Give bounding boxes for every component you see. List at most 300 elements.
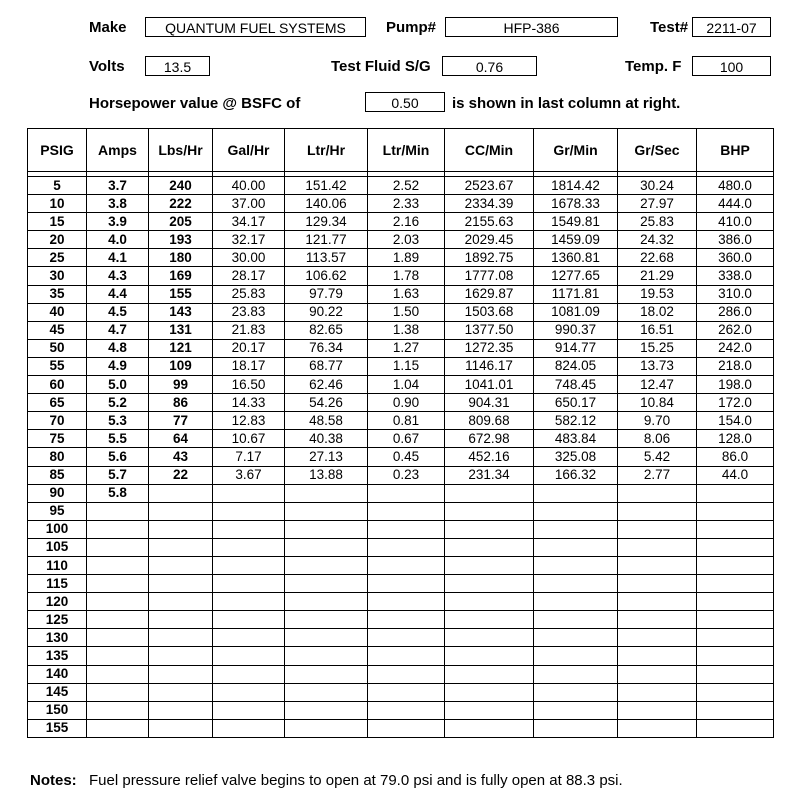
table-cell — [445, 538, 534, 556]
table-cell: 1.50 — [368, 303, 445, 321]
table-cell: 15.25 — [618, 339, 697, 357]
table-cell: 143 — [149, 303, 213, 321]
table-cell — [697, 502, 774, 520]
table-cell: 3.8 — [87, 195, 149, 213]
table-cell: 222 — [149, 195, 213, 213]
table-cell — [285, 556, 368, 574]
table-cell — [534, 629, 618, 647]
table-cell: 23.83 — [213, 303, 285, 321]
table-cell — [697, 647, 774, 665]
table-cell: 1814.42 — [534, 177, 618, 195]
table-cell: 155 — [28, 719, 87, 737]
table-cell — [368, 556, 445, 574]
table-cell: 129.34 — [285, 213, 368, 231]
table-cell — [285, 593, 368, 611]
table-cell — [445, 719, 534, 737]
table-cell — [149, 719, 213, 737]
table-row — [28, 213, 774, 231]
table-cell — [697, 520, 774, 538]
table-cell: 4.7 — [87, 321, 149, 339]
table-cell: 172.0 — [697, 394, 774, 412]
table-row — [28, 357, 774, 375]
table-cell — [368, 701, 445, 719]
table-cell — [368, 484, 445, 502]
table-cell: 48.58 — [285, 412, 368, 430]
table-cell: 1.04 — [368, 376, 445, 394]
table-cell: 748.45 — [534, 376, 618, 394]
table-cell — [213, 575, 285, 593]
table-cell: 62.46 — [285, 376, 368, 394]
table-cell: 2.77 — [618, 466, 697, 484]
table-cell: 82.65 — [285, 321, 368, 339]
table-cell: 1.38 — [368, 321, 445, 339]
table-cell: 1629.87 — [445, 285, 534, 303]
table-cell — [87, 538, 149, 556]
table-cell — [149, 556, 213, 574]
table-cell: 64 — [149, 430, 213, 448]
table-cell — [445, 575, 534, 593]
table-cell — [697, 629, 774, 647]
table-row — [28, 177, 774, 195]
table-row — [28, 321, 774, 339]
column-header-gal-hr: Gal/Hr — [213, 129, 285, 172]
table-cell: 151.42 — [285, 177, 368, 195]
table-cell — [87, 647, 149, 665]
table-cell: 1549.81 — [534, 213, 618, 231]
table-cell: 5.7 — [87, 466, 149, 484]
table-cell — [149, 611, 213, 629]
table-cell — [368, 611, 445, 629]
table-cell: 90 — [28, 484, 87, 502]
table-cell: 28.17 — [213, 267, 285, 285]
table-cell — [368, 629, 445, 647]
table-cell: 286.0 — [697, 303, 774, 321]
table-cell: 110 — [28, 556, 87, 574]
column-header-ltr-hr: Ltr/Hr — [285, 129, 368, 172]
make-label: Make — [89, 19, 127, 36]
pump-label: Pump# — [386, 19, 437, 36]
table-cell — [697, 593, 774, 611]
table-cell — [697, 665, 774, 683]
table-cell: 2.52 — [368, 177, 445, 195]
table-cell — [618, 665, 697, 683]
table-cell: 77 — [149, 412, 213, 430]
table-cell: 1.15 — [368, 357, 445, 375]
table-cell: 20 — [28, 231, 87, 249]
table-cell — [618, 647, 697, 665]
table-cell — [213, 683, 285, 701]
table-cell: 444.0 — [697, 195, 774, 213]
table-cell — [213, 502, 285, 520]
table-cell: 1459.09 — [534, 231, 618, 249]
table-cell — [697, 611, 774, 629]
table-cell: 386.0 — [697, 231, 774, 249]
table-cell: 166.32 — [534, 466, 618, 484]
table-cell: 121.77 — [285, 231, 368, 249]
table-cell: 4.5 — [87, 303, 149, 321]
table-cell: 25 — [28, 249, 87, 267]
table-cell: 15 — [28, 213, 87, 231]
table-cell — [618, 520, 697, 538]
table-cell: 0.23 — [368, 466, 445, 484]
table-cell: 97.79 — [285, 285, 368, 303]
table-cell: 240 — [149, 177, 213, 195]
column-header-ltr-min: Ltr/Min — [368, 129, 445, 172]
table-cell: 410.0 — [697, 213, 774, 231]
table-cell — [618, 484, 697, 502]
table-cell — [213, 484, 285, 502]
table-cell — [697, 538, 774, 556]
table-cell: 1.89 — [368, 249, 445, 267]
table-cell: 45 — [28, 321, 87, 339]
horsepower-label: Horsepower value @ BSFC of — [89, 95, 301, 112]
table-cell: 3.7 — [87, 177, 149, 195]
table-cell: 3.9 — [87, 213, 149, 231]
table-cell: 121 — [149, 339, 213, 357]
table-cell: 40.38 — [285, 430, 368, 448]
table-row — [28, 647, 774, 665]
table-cell: 13.88 — [285, 466, 368, 484]
temp-label: Temp. F — [625, 58, 682, 75]
table-cell: 1377.50 — [445, 321, 534, 339]
table-cell: 7.17 — [213, 448, 285, 466]
table-cell — [445, 629, 534, 647]
table-cell — [285, 484, 368, 502]
table-cell: 18.02 — [618, 303, 697, 321]
table-cell: 76.34 — [285, 339, 368, 357]
table-cell: 35 — [28, 285, 87, 303]
table-cell — [285, 647, 368, 665]
table-row — [28, 701, 774, 719]
table-cell — [149, 575, 213, 593]
table-cell — [534, 647, 618, 665]
test-label: Test# — [650, 19, 689, 36]
table-cell — [534, 665, 618, 683]
table-cell — [285, 520, 368, 538]
table-cell — [87, 593, 149, 611]
table-cell: 1.27 — [368, 339, 445, 357]
table-cell: 990.37 — [534, 321, 618, 339]
table-cell — [285, 683, 368, 701]
table-cell: 169 — [149, 267, 213, 285]
table-cell — [285, 611, 368, 629]
table-cell — [534, 556, 618, 574]
table-cell — [213, 629, 285, 647]
table-row — [28, 376, 774, 394]
table-cell: 480.0 — [697, 177, 774, 195]
table-cell — [697, 719, 774, 737]
table-cell — [534, 593, 618, 611]
table-cell: 16.50 — [213, 376, 285, 394]
table-cell: 109 — [149, 357, 213, 375]
table-cell: 150 — [28, 701, 87, 719]
table-row — [28, 593, 774, 611]
table-cell — [87, 665, 149, 683]
column-header-gr-min: Gr/Min — [534, 129, 618, 172]
table-cell: 25.83 — [618, 213, 697, 231]
test-fluid-field: 0.76 — [442, 56, 537, 76]
table-cell: 809.68 — [445, 412, 534, 430]
table-cell — [618, 629, 697, 647]
table-cell: 10.67 — [213, 430, 285, 448]
table-row — [28, 195, 774, 213]
table-cell: 0.45 — [368, 448, 445, 466]
table-cell: 21.29 — [618, 267, 697, 285]
table-cell: 50 — [28, 339, 87, 357]
table-cell: 1.63 — [368, 285, 445, 303]
table-cell — [149, 701, 213, 719]
table-cell — [368, 502, 445, 520]
table-cell: 360.0 — [697, 249, 774, 267]
column-header-gr-sec: Gr/Sec — [618, 129, 697, 172]
table-cell: 5.3 — [87, 412, 149, 430]
table-row — [28, 629, 774, 647]
table-cell: 650.17 — [534, 394, 618, 412]
column-header-psig: PSIG — [28, 129, 87, 172]
table-cell: 9.70 — [618, 412, 697, 430]
table-cell — [285, 538, 368, 556]
table-row — [28, 665, 774, 683]
table-cell — [368, 575, 445, 593]
table-cell: 5.5 — [87, 430, 149, 448]
table-cell: 22.68 — [618, 249, 697, 267]
table-cell: 86.0 — [697, 448, 774, 466]
table-cell: 40 — [28, 303, 87, 321]
table-cell: 30.24 — [618, 177, 697, 195]
table-cell — [87, 611, 149, 629]
table-row — [28, 683, 774, 701]
table-cell: 325.08 — [534, 448, 618, 466]
table-cell — [534, 683, 618, 701]
table-cell — [213, 520, 285, 538]
table-cell: 80 — [28, 448, 87, 466]
table-cell — [87, 701, 149, 719]
table-cell: 70 — [28, 412, 87, 430]
table-cell: 5.6 — [87, 448, 149, 466]
table-cell: 2.03 — [368, 231, 445, 249]
table-cell: 18.17 — [213, 357, 285, 375]
table-cell: 10.84 — [618, 394, 697, 412]
notes-label: Notes: — [30, 772, 77, 789]
volts-label: Volts — [89, 58, 125, 75]
table-cell: 106.62 — [285, 267, 368, 285]
table-cell: 2334.39 — [445, 195, 534, 213]
table-cell — [445, 647, 534, 665]
table-cell: 1678.33 — [534, 195, 618, 213]
column-header-bhp: BHP — [697, 129, 774, 172]
table-cell: 1146.17 — [445, 357, 534, 375]
table-cell: 0.67 — [368, 430, 445, 448]
test-field: 2211-07 — [692, 17, 771, 37]
table-row — [28, 249, 774, 267]
table-cell — [149, 629, 213, 647]
table-cell — [618, 556, 697, 574]
table-cell: 131 — [149, 321, 213, 339]
table-cell: 113.57 — [285, 249, 368, 267]
table-cell — [534, 484, 618, 502]
table-cell — [618, 683, 697, 701]
table-cell: 1041.01 — [445, 376, 534, 394]
table-cell — [618, 502, 697, 520]
table-cell — [618, 719, 697, 737]
table-cell — [213, 701, 285, 719]
table-cell — [534, 611, 618, 629]
table-cell — [149, 520, 213, 538]
table-cell: 4.1 — [87, 249, 149, 267]
table-cell: 8.06 — [618, 430, 697, 448]
table-row — [28, 538, 774, 556]
table-cell: 1.78 — [368, 267, 445, 285]
table-cell — [87, 683, 149, 701]
table-cell: 824.05 — [534, 357, 618, 375]
table-row — [28, 394, 774, 412]
table-cell: 100 — [28, 520, 87, 538]
table-cell — [213, 719, 285, 737]
table-cell — [87, 502, 149, 520]
table-cell: 95 — [28, 502, 87, 520]
table-cell — [285, 719, 368, 737]
table-cell — [285, 665, 368, 683]
table-cell: 85 — [28, 466, 87, 484]
table-cell: 145 — [28, 683, 87, 701]
table-row — [28, 611, 774, 629]
table-cell: 125 — [28, 611, 87, 629]
table-cell — [149, 665, 213, 683]
table-cell: 483.84 — [534, 430, 618, 448]
table-cell — [534, 520, 618, 538]
volts-field: 13.5 — [145, 56, 210, 76]
table-cell: 115 — [28, 575, 87, 593]
table-header-row — [28, 129, 774, 172]
table-cell: 1892.75 — [445, 249, 534, 267]
table-cell — [368, 520, 445, 538]
table-cell: 205 — [149, 213, 213, 231]
table-cell — [445, 683, 534, 701]
table-cell — [697, 484, 774, 502]
table-row — [28, 412, 774, 430]
table-cell: 90.22 — [285, 303, 368, 321]
table-cell: 32.17 — [213, 231, 285, 249]
test-fluid-label: Test Fluid S/G — [331, 58, 431, 75]
table-cell — [87, 719, 149, 737]
table-cell — [87, 575, 149, 593]
table-cell: 154.0 — [697, 412, 774, 430]
table-cell: 128.0 — [697, 430, 774, 448]
table-cell: 43 — [149, 448, 213, 466]
table-row — [28, 466, 774, 484]
table-cell: 218.0 — [697, 357, 774, 375]
table-cell — [534, 575, 618, 593]
table-cell: 55 — [28, 357, 87, 375]
table-cell — [445, 611, 534, 629]
table-cell — [213, 556, 285, 574]
fuel-flow-table — [27, 128, 774, 738]
table-row — [28, 339, 774, 357]
table-cell — [618, 611, 697, 629]
table-cell: 2523.67 — [445, 177, 534, 195]
table-cell: 25.83 — [213, 285, 285, 303]
table-cell — [618, 701, 697, 719]
table-cell — [445, 556, 534, 574]
table-cell — [285, 502, 368, 520]
bsfc-field: 0.50 — [365, 92, 445, 112]
table-cell: 1277.65 — [534, 267, 618, 285]
table-cell: 40.00 — [213, 177, 285, 195]
pump-field: HFP-386 — [445, 17, 618, 37]
table-cell: 12.83 — [213, 412, 285, 430]
table-cell: 10 — [28, 195, 87, 213]
table-cell — [149, 502, 213, 520]
table-cell — [149, 538, 213, 556]
table-cell: 75 — [28, 430, 87, 448]
table-cell: 99 — [149, 376, 213, 394]
table-cell — [87, 629, 149, 647]
table-cell: 24.32 — [618, 231, 697, 249]
table-cell: 19.53 — [618, 285, 697, 303]
table-cell: 1360.81 — [534, 249, 618, 267]
table-cell — [368, 538, 445, 556]
table-cell: 198.0 — [697, 376, 774, 394]
table-cell — [618, 593, 697, 611]
table-cell: 20.17 — [213, 339, 285, 357]
table-cell: 60 — [28, 376, 87, 394]
table-row — [28, 303, 774, 321]
table-cell — [618, 575, 697, 593]
table-cell: 452.16 — [445, 448, 534, 466]
table-cell: 338.0 — [697, 267, 774, 285]
table-cell: 135 — [28, 647, 87, 665]
table-cell: 672.98 — [445, 430, 534, 448]
table-cell: 4.8 — [87, 339, 149, 357]
table-cell: 904.31 — [445, 394, 534, 412]
table-cell: 1503.68 — [445, 303, 534, 321]
table-cell: 2029.45 — [445, 231, 534, 249]
table-row — [28, 430, 774, 448]
column-header-cc-min: CC/Min — [445, 129, 534, 172]
table-cell — [445, 593, 534, 611]
table-cell — [697, 575, 774, 593]
table-cell — [445, 520, 534, 538]
table-cell — [149, 647, 213, 665]
table-cell: 22 — [149, 466, 213, 484]
table-cell — [618, 538, 697, 556]
table-cell — [697, 556, 774, 574]
notes-text: Fuel pressure relief valve begins to open at 79.0 psi and is fully open at 88.3 psi. — [89, 772, 623, 789]
table-cell: 86 — [149, 394, 213, 412]
table-cell — [534, 701, 618, 719]
table-row — [28, 575, 774, 593]
table-cell: 5.0 — [87, 376, 149, 394]
table-cell: 2.33 — [368, 195, 445, 213]
table-cell: 5.2 — [87, 394, 149, 412]
table-cell — [213, 647, 285, 665]
table-cell: 5 — [28, 177, 87, 195]
table-cell: 30.00 — [213, 249, 285, 267]
table-cell — [534, 719, 618, 737]
table-cell: 2.16 — [368, 213, 445, 231]
table-cell: 37.00 — [213, 195, 285, 213]
table-cell — [149, 593, 213, 611]
table-cell: 262.0 — [697, 321, 774, 339]
table-cell: 105 — [28, 538, 87, 556]
table-cell: 12.47 — [618, 376, 697, 394]
table-cell: 582.12 — [534, 412, 618, 430]
table-row — [28, 285, 774, 303]
table-row — [28, 520, 774, 538]
table-cell: 231.34 — [445, 466, 534, 484]
table-cell — [285, 629, 368, 647]
table-cell: 14.33 — [213, 394, 285, 412]
